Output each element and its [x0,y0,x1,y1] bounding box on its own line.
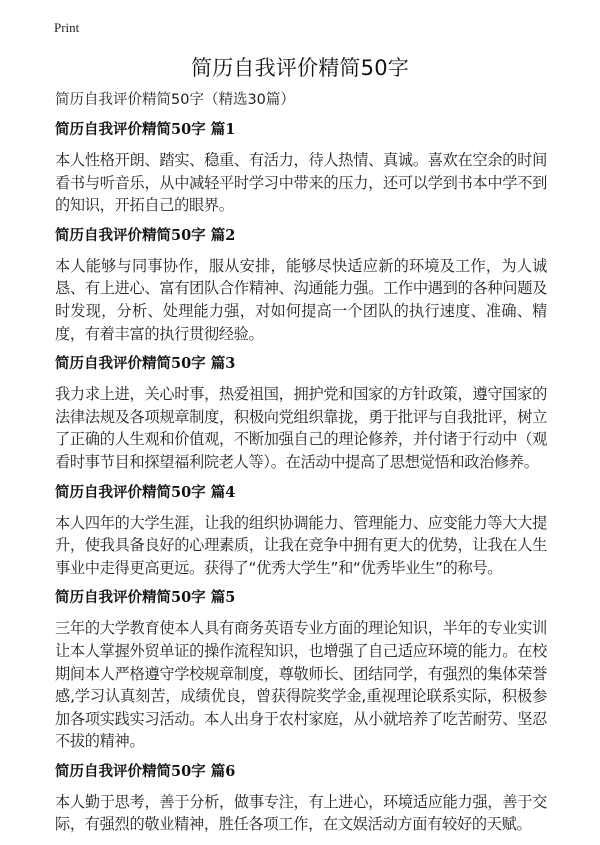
section-body: 本人性格开朗、踏实、稳重、有活力，待人热情、真诚。喜欢在空余的时间看书与听音乐，从中减轻平时学习中带来的压力，还可以学到书本中学不到的知识，开拓自己的眼界。 [55,151,547,215]
section-body: 本人四年的大学生涯，让我的组织协调能力、管理能力、应变能力等大大提升，使我具备良好的心理素质，让我在竞争中拥有更大的优势，让我在人生事业中走得更高更远。获得了“优秀大学生”和“优秀毕业生”的称号。 [55,513,547,577]
section-1 [55,120,547,217]
document-title: 简历自我评价精简50字 [191,56,409,80]
print-label: Print [54,20,80,35]
section-body: 我力求上进，关心时事，热爱祖国，拥护党和国家的方针政策，遵守国家的法律法规及各项规章制度，积极向党组织靠拢，勇于批评与自我批评，树立了正确的人生观和价值观，不断加强自己的理论修养，并付诸于行动中（观看时事节目和探望福利院老人等）。在活动中提高了思想觉悟和政治修养。 [55,385,547,471]
section-heading: 简历自我评价精简50字 篇1 [55,121,236,138]
section-2 [55,226,547,345]
section-heading: 简历自我评价精简50字 篇3 [55,355,236,373]
section-4 [55,483,547,580]
section-heading: 简历自我评价精简50字 篇2 [55,226,236,244]
section-body: 本人能够与同事协作，服从安排，能够尽快适应新的环境及工作，为人诚恳、有上进心、富有团队合作精神、沟通能力强。工作中遇到的各种问题及时发现，分析、处理能力强，对如何提高一个团队的执行速度、准确、精度，有着丰富的执行贯彻经验。 [55,256,547,343]
section-heading: 简历自我评价精简50字 篇5 [55,589,236,607]
document-subtitle: 简历自我评价精简50字（精选30篇） [55,92,295,108]
section-body: 三年的大学教育使本人具有商务英语专业方面的理论知识，半年的专业实训让本人掌握外贸单证的操作流程知识，也增强了自己适应环境的能力。在校期间本人严格遵守学校规章制度，尊敬师长、团结同学，有强烈的集体荣誉感,学习认真刻苦，成绩优良，曾获得院奖学金,重视理论联系实际，积极参加各项实践实习活动。本人出身于农村家庭，从小就培养了吃苦耐劳、坚忍不拔的精神。 [55,619,547,751]
section-body: 本人勤于思考，善于分析，做事专注，有上进心，环境适应能力强，善于交际，有强烈的敬业精神，胜任各项工作，在文娱活动方面有较好的天赋。 [55,792,547,834]
section-heading: 简历自我评价精简50字 篇4 [55,483,236,501]
document-content [55,90,547,845]
section-5 [55,588,547,753]
section-3 [55,354,547,473]
section-heading: 简历自我评价精简50字 篇6 [55,762,236,780]
section-6 [55,762,547,836]
